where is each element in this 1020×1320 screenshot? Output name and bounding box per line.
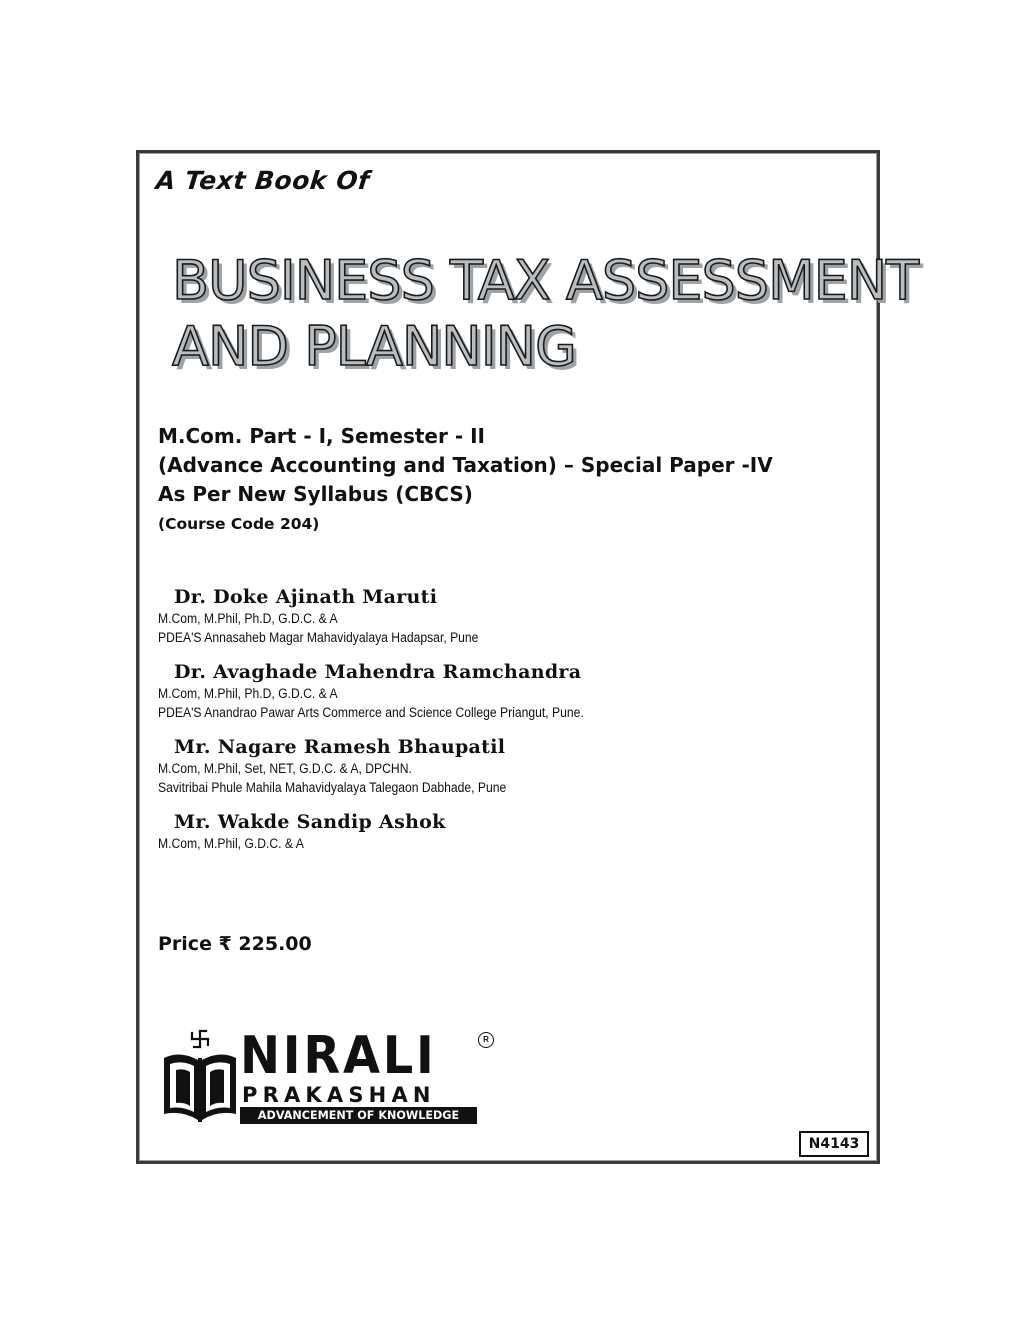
course-line-2: (Advance Accounting and Taxation) – Special Paper -IV bbox=[158, 453, 773, 477]
author-affiliation: PDEA'S Annasaheb Magar Mahavidyalaya Hadapsar, Pune bbox=[158, 630, 479, 645]
author-name: Dr. Avaghade Mahendra Ramchandra bbox=[174, 661, 582, 683]
author-qualifications: M.Com, M.Phil, Ph.D, G.D.C. & A bbox=[158, 686, 338, 701]
author-entry bbox=[158, 660, 858, 722]
author-qualifications: M.Com, M.Phil, Ph.D, G.D.C. & A bbox=[158, 611, 338, 626]
registered-mark-icon: R bbox=[478, 1032, 494, 1048]
publisher-tagline: ADVANCEMENT OF KNOWLEDGE bbox=[240, 1107, 477, 1124]
author-name: Dr. Doke Ajinath Maruti bbox=[174, 586, 438, 608]
author-qualifications: M.Com, M.Phil, Set, NET, G.D.C. & A, DPCHN. bbox=[158, 761, 412, 776]
author-affiliation: Savitribai Phule Mahila Mahavidyalaya Talegaon Dabhade, Pune bbox=[158, 780, 507, 795]
course-line-3: As Per New Syllabus (CBCS) bbox=[158, 482, 473, 506]
author-qualifications: M.Com, M.Phil, G.D.C. & A bbox=[158, 836, 304, 851]
publisher-subname: PRAKASHAN bbox=[242, 1083, 436, 1107]
book-code: N4143 bbox=[799, 1131, 869, 1157]
book-title-line-1: BUSINESS TAX ASSESSMENT bbox=[172, 249, 919, 312]
course-line-1: M.Com. Part - I, Semester - II bbox=[158, 424, 485, 448]
course-details bbox=[158, 422, 773, 539]
kicker-text: A Text Book Of bbox=[154, 166, 372, 195]
book-title-line-2: AND PLANNING bbox=[172, 315, 576, 378]
publisher-emblem-icon bbox=[160, 1028, 238, 1128]
book-title bbox=[172, 248, 918, 380]
author-entry bbox=[158, 810, 858, 853]
author-affiliation: PDEA'S Anandrao Pawar Arts Commerce and Science College Priangut, Pune. bbox=[158, 705, 584, 720]
author-name: Mr. Nagare Ramesh Bhaupatil bbox=[174, 736, 506, 758]
author-list bbox=[158, 585, 858, 866]
publisher-name: NIRALI bbox=[240, 1026, 437, 1086]
author-entry bbox=[158, 735, 858, 797]
course-code: (Course Code 204) bbox=[158, 515, 320, 533]
price-label: Price ₹ 225.00 bbox=[158, 933, 312, 955]
author-entry bbox=[158, 585, 858, 647]
author-name: Mr. Wakde Sandip Ashok bbox=[174, 811, 446, 833]
publisher-logo bbox=[160, 1028, 500, 1128]
